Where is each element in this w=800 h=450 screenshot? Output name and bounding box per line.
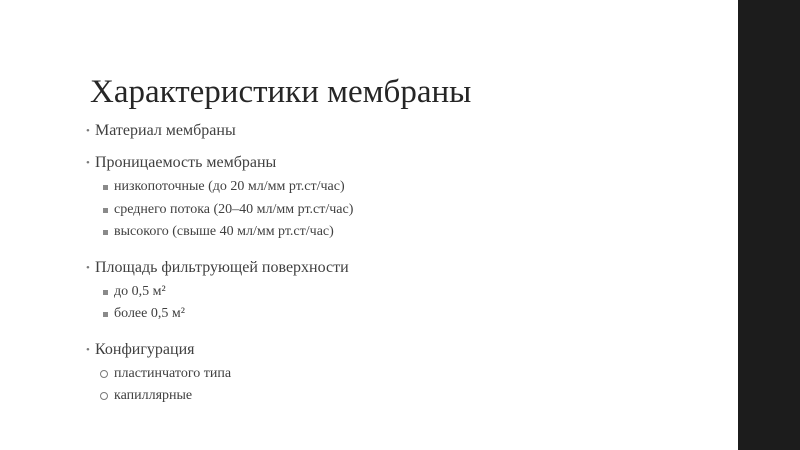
sub-bullet-item <box>86 363 726 386</box>
sub-bullet-item <box>86 199 726 222</box>
square-bullet-icon <box>103 230 108 235</box>
bullet-group-material <box>86 121 726 141</box>
sub-bullet-label: высокого (свыше 40 мл/мм рт.ст/час) <box>114 224 334 239</box>
sub-bullet-item <box>86 281 726 304</box>
sub-bullet-item <box>86 303 726 326</box>
sub-bullet-label: до 0,5 м² <box>114 283 166 299</box>
square-bullet-icon <box>103 185 108 190</box>
slide-title: Характеристики мембраны <box>90 74 472 110</box>
side-accent-bar <box>738 0 800 450</box>
bullet-label: Проницаемость мембраны <box>95 154 277 171</box>
bullet-item <box>86 340 726 360</box>
bullet-dot-icon: • <box>86 125 90 137</box>
bullet-dot-icon: • <box>86 343 90 356</box>
bullet-label: Площадь фильтрующей поверхности <box>95 258 349 276</box>
sub-bullet-list <box>86 281 726 326</box>
square-bullet-icon <box>103 312 108 317</box>
bullet-group-configuration <box>86 340 726 408</box>
circle-bullet-icon <box>100 392 108 400</box>
bullet-item <box>86 258 726 278</box>
bullet-label: Конфигурация <box>95 340 195 358</box>
bullet-dot-icon: • <box>86 157 90 169</box>
sub-bullet-list <box>86 363 726 408</box>
bullet-item <box>86 153 726 173</box>
square-bullet-icon <box>103 290 108 295</box>
bullet-group-permeability <box>86 153 726 244</box>
circle-bullet-icon <box>100 370 108 378</box>
sub-bullet-list <box>86 176 726 244</box>
sub-bullet-item <box>86 176 726 199</box>
bullet-dot-icon: • <box>86 261 90 274</box>
bullet-list <box>86 121 726 422</box>
sub-bullet-item <box>86 221 726 244</box>
sub-bullet-label: низкопоточные (до 20 мл/мм рт.ст/час) <box>114 179 345 194</box>
sub-bullet-label: пластинчатого типа <box>114 365 232 381</box>
sub-bullet-label: среднего потока (20–40 мл/мм рт.ст/час) <box>114 201 354 217</box>
bullet-group-filter-area <box>86 258 726 326</box>
square-bullet-icon <box>103 208 108 213</box>
bullet-item <box>86 121 726 141</box>
sub-bullet-item <box>86 385 726 408</box>
sub-bullet-label: капиллярные <box>114 388 193 403</box>
bullet-label: Материал мембраны <box>95 122 236 139</box>
sub-bullet-label: более 0,5 м² <box>114 306 185 321</box>
